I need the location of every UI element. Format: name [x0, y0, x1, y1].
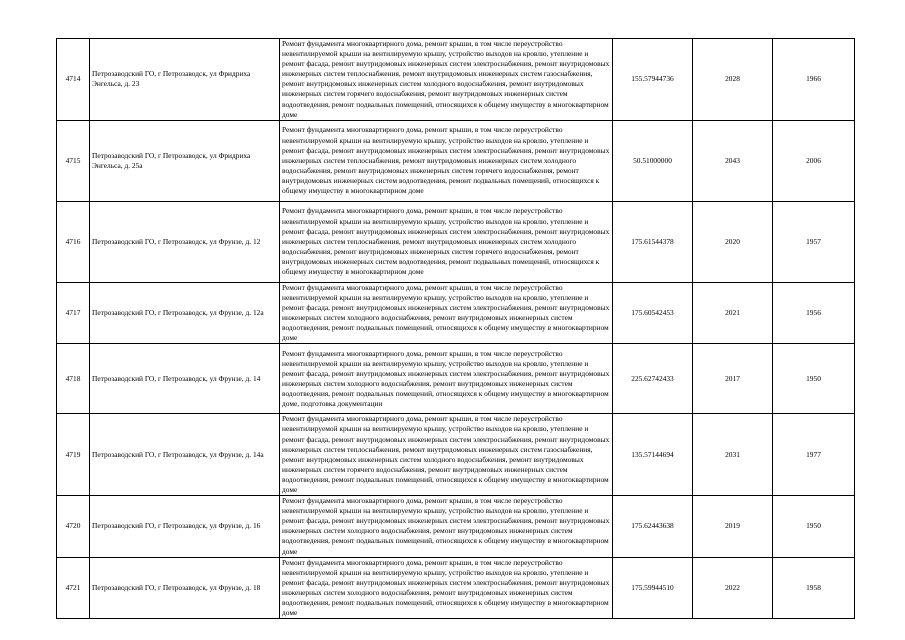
- works-cell: Ремонт фундамента многоквартирного дома, ремонт крыши, в том числе переустройство невентилируемой крыши на вентилируемую крышу, устройство выходов на кровлю, утепление и ремонт фасада, ремонт внутридомовых инженерных систем электроснабжения, ремонт внутридомовых инженерных систем теплоснабжения, ремонт внутридомовых инженерных систем газоснабжения, ремонт внутридомовых инженерных систем холодного водоснабжения, ремонт внутридомовых инженерных систем горячего водоснабжения, ремонт внутридомовых инженерных систем водоотведения, ремонт подвальных помещений, относящихся к общему имуществу в многоквартирном доме: [280, 414, 613, 496]
- built-year-cell: 1950: [773, 496, 855, 558]
- table-row: [57, 557, 855, 619]
- cost-cell: 225.62742433: [613, 344, 693, 414]
- cost-cell: 135.57144694: [613, 414, 693, 496]
- built-year-cell: 1966: [773, 39, 855, 121]
- works-cell: Ремонт фундамента многоквартирного дома, ремонт крыши, в том числе переустройство невентилируемой крыши на вентилируемую крышу, устройство выходов на кровлю, утепление и ремонт фасада, ремонт внутридомовых инженерных систем электроснабжения, ремонт внутридомовых инженерных систем теплоснабжения, ремонт внутридомовых инженерных систем газоснабжения, ремонт внутридомовых инженерных систем холодного водоснабжения, ремонт внутридомовых инженерных систем горячего водоснабжения, ремонт внутридомовых инженерных систем водоотведения, ремонт подвальных помещений, относящихся к общему имуществу в многоквартирном доме: [280, 39, 613, 121]
- address-cell: Петрозаводский ГО, г Петрозаводск, ул Фридриха Энгельса, д. 25а: [90, 120, 280, 201]
- planned-year-cell: 2020: [693, 201, 773, 282]
- cost-cell: 155.57944736: [613, 39, 693, 121]
- works-cell: Ремонт фундамента многоквартирного дома, ремонт крыши, в том числе переустройство невентилируемой крыши на вентилируемую крышу, устройство выходов на кровлю, утепление и ремонт фасада, ремонт внутридомовых инженерных систем электроснабжения, ремонт внутридомовых инженерных систем теплоснабжения, ремонт внутридомовых инженерных систем холодного водоснабжения, ремонт внутридомовых инженерных систем горячего водоснабжения, ремонт внутридомовых инженерных систем водоотведения, ремонт подвальных помещений, относящихся к общему имуществу в многоквартирном доме: [280, 201, 613, 282]
- planned-year-cell: 2022: [693, 557, 773, 619]
- works-cell: Ремонт фундамента многоквартирного дома, ремонт крыши, в том числе переустройство невентилируемой крыши на вентилируемую крышу, устройство выходов на кровлю, утепление и ремонт фасада, ремонт внутридомовых инженерных систем электроснабжения, ремонт внутридомовых инженерных систем холодного водоснабжения, ремонт внутридомовых инженерных систем водоотведения, ремонт подвальных помещений, относящихся к общему имуществу в многоквартирном доме, подготовка документации: [280, 344, 613, 414]
- row-number: 4714: [57, 39, 90, 121]
- address-cell: Петрозаводский ГО, г Петрозаводск, ул Фрунзе, д. 16: [90, 496, 280, 558]
- built-year-cell: 1958: [773, 557, 855, 619]
- cost-cell: 175.60542453: [613, 282, 693, 344]
- row-number: 4719: [57, 414, 90, 496]
- table-row: [57, 201, 855, 282]
- works-cell: Ремонт фундамента многоквартирного дома, ремонт крыши, в том числе переустройство невентилируемой крыши на вентилируемую крышу, устройство выходов на кровлю, утепление и ремонт фасада, ремонт внутридомовых инженерных систем электроснабжения, ремонт внутридомовых инженерных систем холодного водоснабжения, ремонт внутридомовых инженерных систем водоотведения, ремонт подвальных помещений, относящихся к общему имуществу в многоквартирном доме: [280, 557, 613, 619]
- cost-cell: 175.59944510: [613, 557, 693, 619]
- works-cell: Ремонт фундамента многоквартирного дома, ремонт крыши, в том числе переустройство невентилируемой крыши на вентилируемую крышу, устройство выходов на кровлю, утепление и ремонт фасада, ремонт внутридомовых инженерных систем электроснабжения, ремонт внутридомовых инженерных систем теплоснабжения, ремонт внутридомовых инженерных систем холодного водоснабжения, ремонт внутридомовых инженерных систем горячего водоснабжения, ремонт внутридомовых инженерных систем водоотведения, ремонт подвальных помещений, относящихся к общему имуществу в многоквартирном доме: [280, 120, 613, 201]
- table-body: [57, 39, 855, 619]
- planned-year-cell: 2021: [693, 282, 773, 344]
- address-cell: Петрозаводский ГО, г Петрозаводск, ул Фрунзе, д. 14: [90, 344, 280, 414]
- built-year-cell: 2006: [773, 120, 855, 201]
- built-year-cell: 1977: [773, 414, 855, 496]
- row-number: 4716: [57, 201, 90, 282]
- cost-cell: 50.51000000: [613, 120, 693, 201]
- row-number: 4718: [57, 344, 90, 414]
- planned-year-cell: 2043: [693, 120, 773, 201]
- planned-year-cell: 2028: [693, 39, 773, 121]
- address-cell: Петрозаводский ГО, г Петрозаводск, ул Фрунзе, д. 12: [90, 201, 280, 282]
- works-cell: Ремонт фундамента многоквартирного дома, ремонт крыши, в том числе переустройство невентилируемой крыши на вентилируемую крышу, устройство выходов на кровлю, утепление и ремонт фасада, ремонт внутридомовых инженерных систем электроснабжения, ремонт внутридомовых инженерных систем холодного водоснабжения, ремонт внутридомовых инженерных систем водоотведения, ремонт подвальных помещений, относящихся к общему имуществу в многоквартирном доме: [280, 496, 613, 558]
- row-number: 4715: [57, 120, 90, 201]
- planned-year-cell: 2031: [693, 414, 773, 496]
- address-cell: Петрозаводский ГО, г Петрозаводск, ул Фрунзе, д. 12а: [90, 282, 280, 344]
- row-number: 4720: [57, 496, 90, 558]
- table-row: [57, 120, 855, 201]
- built-year-cell: 1950: [773, 344, 855, 414]
- table-row: [57, 39, 855, 121]
- table-row: [57, 496, 855, 558]
- table-row: [57, 414, 855, 496]
- cost-cell: 175.62443638: [613, 496, 693, 558]
- built-year-cell: 1956: [773, 282, 855, 344]
- planned-year-cell: 2017: [693, 344, 773, 414]
- row-number: 4721: [57, 557, 90, 619]
- table-row: [57, 344, 855, 414]
- row-number: 4717: [57, 282, 90, 344]
- table-row: [57, 282, 855, 344]
- address-cell: Петрозаводский ГО, г Петрозаводск, ул Фрунзе, д. 18: [90, 557, 280, 619]
- address-cell: Петрозаводский ГО, г Петрозаводск, ул Фридриха Энгельса, д. 23: [90, 39, 280, 121]
- planned-year-cell: 2019: [693, 496, 773, 558]
- works-cell: Ремонт фундамента многоквартирного дома, ремонт крыши, в том числе переустройство невентилируемой крыши на вентилируемую крышу, устройство выходов на кровлю, утепление и ремонт фасада, ремонт внутридомовых инженерных систем электроснабжения, ремонт внутридомовых инженерных систем холодного водоснабжения, ремонт внутридомовых инженерных систем водоотведения, ремонт подвальных помещений, относящихся к общему имуществу в многоквартирном доме: [280, 282, 613, 344]
- address-cell: Петрозаводский ГО, г Петрозаводск, ул Фрунзе, д. 14а: [90, 414, 280, 496]
- built-year-cell: 1957: [773, 201, 855, 282]
- cost-cell: 175.61544378: [613, 201, 693, 282]
- repair-schedule-table: [56, 38, 855, 619]
